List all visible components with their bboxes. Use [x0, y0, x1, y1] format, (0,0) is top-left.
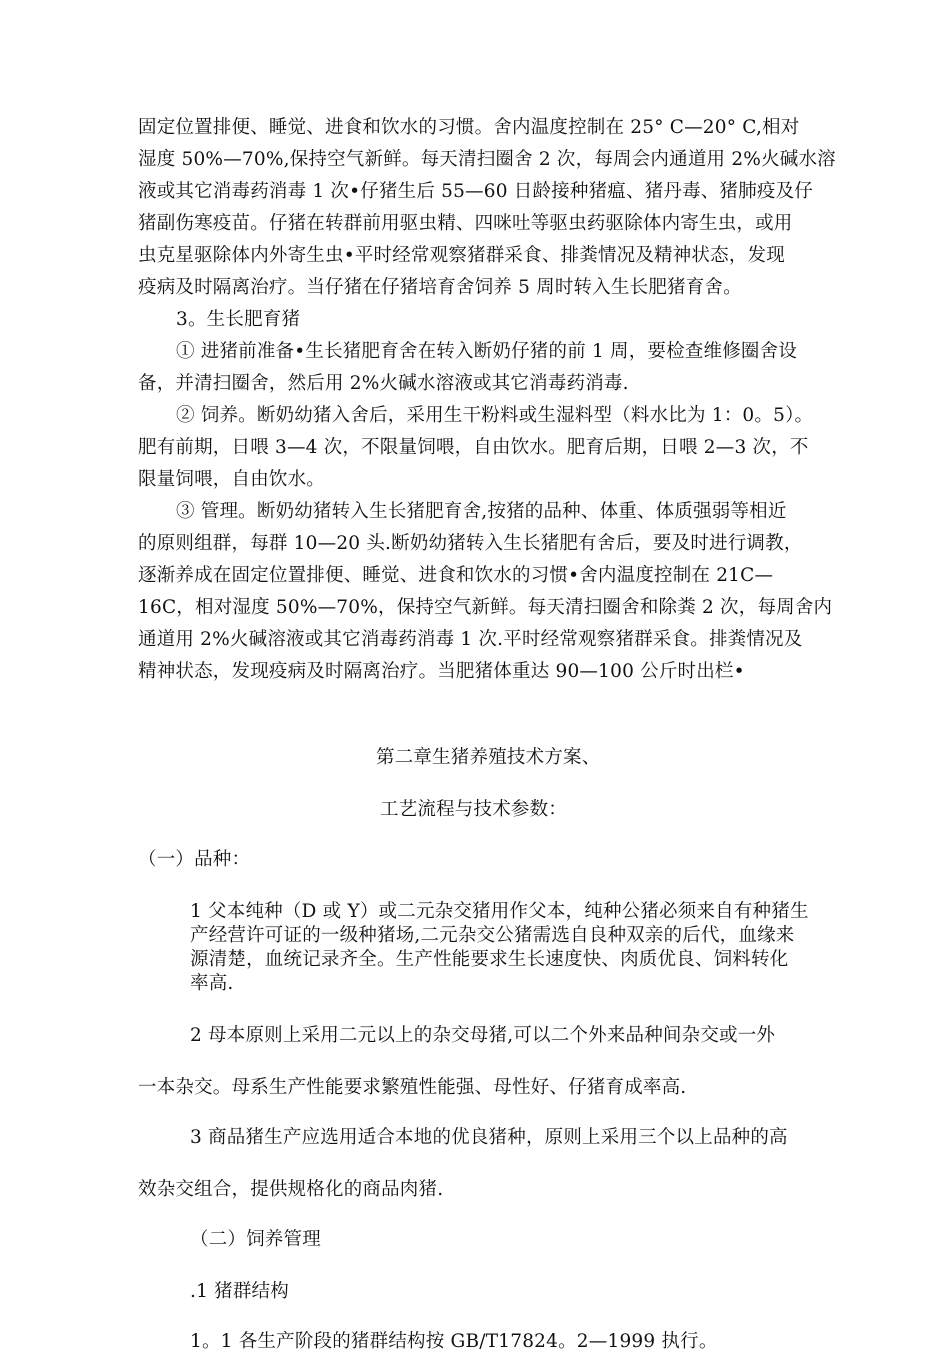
section-heading: （一）品种：	[138, 849, 251, 870]
list-item-line: 2 母本原则上采用二元以上的杂交母猪,可以二个外来品种间杂交或一外	[190, 1025, 776, 1046]
section-heading: 3。生长肥育猪	[176, 309, 301, 330]
body-text-line: 猪副伤寒疫苗。仔猪在转群前用驱虫精、四咪吐等驱虫药驱除体内寄生虫，或用	[138, 213, 793, 234]
body-text-line: 限量饲喂，自由饮水。	[138, 469, 326, 490]
list-item-line: 3 商品猪生产应选用适合本地的优良猪种，原则上采用三个以上品种的高	[190, 1127, 788, 1148]
body-text-line: 1。1 各生产阶段的猪群结构按 GB/T17824。2—1999 执行。	[190, 1331, 718, 1352]
body-text-line: ② 饲养。断奶幼猪入舍后，采用生干粉料或生湿料型（料水比为 1：0。5）。	[176, 405, 814, 426]
body-text-line: 16C，相对湿度 50%—70%，保持空气新鲜。每天清扫圈舍和除粪 2 次，每周舍内	[138, 597, 833, 618]
list-item-line: 一本杂交。母系生产性能要求繁殖性能强、母性好、仔猪育成率高.	[138, 1077, 687, 1098]
list-item-line: 率高.	[190, 973, 234, 994]
body-text-line: 疫病及时隔离治疗。当仔猪在仔猪培育舍饲养 5 周时转入生长肥猪育舍。	[138, 277, 742, 298]
body-text-line: 液或其它消毒药消毒 1 次•仔猪生后 55—60 日龄接种猪瘟、猪丹毒、猪肺疫及仔	[138, 181, 813, 202]
list-item-line: 源清楚，血统记录齐全。生产性能要求生长速度快、肉质优良、饲料转化	[190, 949, 789, 970]
body-text-line: 通道用 2%火碱溶液或其它消毒药消毒 1 次.平时经常观察猪群采食。排粪情况及	[138, 629, 803, 650]
body-text-line: 固定位置排便、睡觉、进食和饮水的习惯。舍内温度控制在 25° C—20° C,相对	[138, 117, 800, 138]
body-text-line: 备，并清扫圈舍，然后用 2%火碱水溶液或其它消毒药消毒.	[138, 373, 629, 394]
section-heading: （二）饲养管理	[190, 1229, 321, 1250]
body-text-line: ③ 管理。断奶幼猪转入生长猪肥育舍,按猪的品种、体重、体质强弱等相近	[176, 501, 787, 522]
chapter-title: 第二章生猪养殖技术方案、	[376, 747, 601, 768]
body-text-line: ① 进猪前准备•生长猪肥育舍在转入断奶仔猪的前 1 周，要检查维修圈舍设	[176, 341, 798, 362]
list-item-line: 效杂交组合，提供规格化的商品肉猪.	[138, 1179, 444, 1200]
body-text-line: 湿度 50%—70%,保持空气新鲜。每天清扫圈舍 2 次，每周会内通道用 2%火碱水溶	[138, 149, 836, 170]
list-item-line: 产经营许可证的一级种猪场,二元杂交公猪需选自良种双亲的后代，血缘来	[190, 925, 795, 946]
chapter-subtitle: 工艺流程与技术参数：	[380, 799, 568, 820]
body-text-line: 逐渐养成在固定位置排便、睡觉、进食和饮水的习惯•舍内温度控制在 21C—	[138, 565, 774, 586]
body-text-line: 精神状态，发现疫病及时隔离治疗。当肥猪体重达 90—100 公斤时出栏•	[138, 661, 745, 682]
subsection-heading: .1 猪群结构	[190, 1281, 289, 1302]
body-text-line: 虫克星驱除体内外寄生虫•平时经常观察猪群采食、排粪情况及精神状态，发现	[138, 245, 785, 266]
body-text-line: 的原则组群，每群 10—20 头.断奶幼猪转入生长猪肥有舍后，要及时进行调教，	[138, 533, 803, 554]
body-text-line: 肥有前期，日喂 3—4 次，不限量饲喂，自由饮水。肥育后期，日喂 2—3 次，不	[138, 437, 809, 458]
list-item-line: 1 父本纯种（D 或 Y）或二元杂交猪用作父本，纯种公猪必须来自有种猪生	[190, 901, 809, 922]
